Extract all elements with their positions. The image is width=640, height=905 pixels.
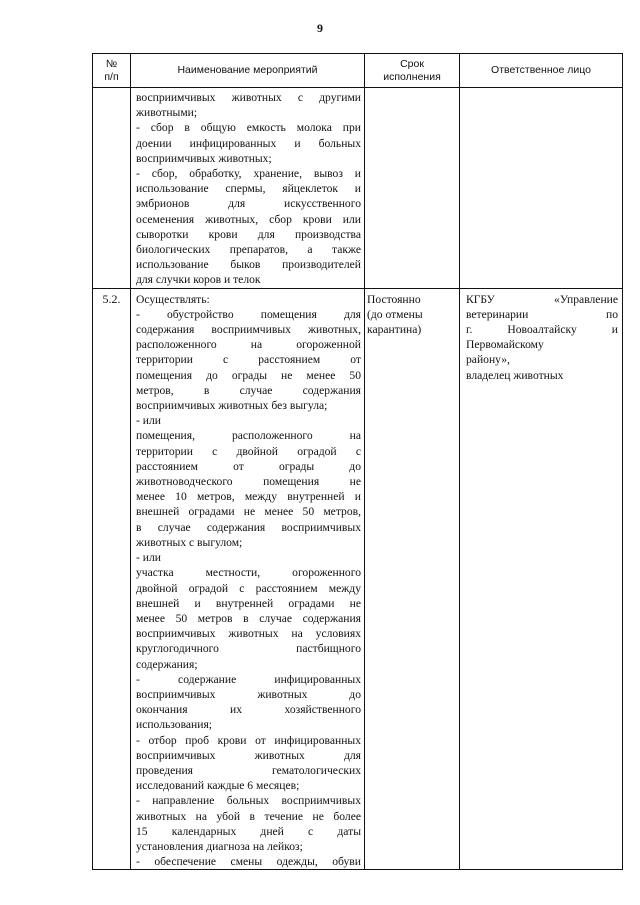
header-measure-name (131, 54, 365, 88)
measure-text-line: внешней и внутренней оградами не (136, 596, 361, 610)
header-responsible (460, 54, 623, 88)
continuation-text-line: использование быков производителей (136, 258, 361, 272)
continuation-text-line: эмбрионов для искусственного (136, 197, 361, 211)
header-term (365, 54, 460, 88)
measure-text-line: двойной оградой с расстоянием между (136, 581, 361, 595)
row-term-cell (365, 288, 460, 870)
continuation-text-line: восприимчивых животных; (136, 151, 272, 165)
continuation-measure-cell (131, 88, 365, 289)
measure-text-line: - обустройство помещения для (136, 307, 361, 321)
responsible-text-line: КГБУ «Управление (466, 292, 618, 306)
continuation-text-line: - сбор, обработку, хранение, вывоз и (136, 167, 361, 181)
measure-text-line: восприимчивых животных без выгула; (136, 399, 328, 413)
measure-text-line: восприимчивых животных до (136, 687, 361, 701)
measure-text-line: восприимчивых животных на условиях (136, 627, 361, 641)
measure-text-line: круглогодичного пастбищного (136, 642, 361, 656)
responsible-text-line: владелец животных (466, 368, 564, 382)
responsible-text-line: району», (466, 353, 510, 367)
measure-text-line: - направление больных восприимчивых (136, 794, 361, 808)
measure-text-line: животных на убой в течение не более (136, 809, 361, 823)
measure-text-line: - или (136, 414, 161, 428)
header-responsible-label: Ответственное лицо (491, 64, 591, 76)
measure-text-line: установления диагноза на лейкоз; (136, 839, 303, 853)
measure-text-line: расположенного на огороженной (136, 338, 361, 352)
continuation-text-line: для случки коров и телок (136, 273, 261, 287)
continuation-text-line: сыворотки крови для производства (136, 227, 361, 241)
measure-text-line: окончания их хозяйственного (136, 703, 361, 717)
header-number-label: № п/п (104, 57, 119, 83)
measure-text-line: содержания восприимчивых животных, (136, 323, 361, 337)
table-header-row (93, 54, 623, 88)
responsible-text-line: ветеринарии по (466, 307, 618, 321)
continuation-term-cell (365, 88, 460, 289)
measure-text-line: помещения, расположенного на (136, 429, 361, 443)
measure-text-line: внешней оградами не менее 50 метров, (136, 505, 361, 519)
term-text-line: (до отмены (367, 307, 423, 321)
responsible-text-line: г. Новоалтайску и (466, 323, 618, 337)
continuation-text-line: использование спермы, яйцеклеток и (136, 182, 361, 196)
continuation-text-line: - сбор в общую емкость молока при (136, 121, 361, 135)
measure-text-line: животноводческого помещения не (136, 475, 361, 489)
measure-text-line: - или (136, 551, 161, 565)
measure-text-line: территории с расстоянием от (136, 353, 361, 367)
table-row-continuation (93, 88, 623, 289)
page-number: 9 (317, 21, 323, 35)
measure-text-line: - обеспечение смены одежды, обуви (136, 855, 361, 869)
measure-text-line: метров, в случае содержания (136, 383, 361, 397)
measure-text-line: восприимчивых животных для (136, 748, 361, 762)
measure-text-line: исследований каждые 6 месяцев; (136, 779, 300, 793)
measure-text-line: помещения до ограды не менее 50 (136, 368, 361, 382)
measure-text-line: расстоянием от ограды до (136, 459, 361, 473)
row-number-cell (93, 288, 131, 870)
continuation-text-line: доении инфицированных и больных (136, 136, 361, 150)
row-responsible-cell (460, 288, 623, 870)
responsible-text-line: Первомайскому (466, 338, 544, 352)
row-measure-cell (131, 288, 365, 870)
measure-text-line: Осуществлять: (136, 292, 210, 306)
measure-text-line: - содержание инфицированных (136, 672, 361, 686)
measure-text-line: - отбор проб крови от инфицированных (136, 733, 361, 747)
continuation-text-line: биологических препаратов, а также (136, 243, 361, 257)
measure-text-line: менее 50 метров в случае содержания (136, 611, 361, 625)
measure-text-line: участка местности, огороженного (136, 566, 361, 580)
measure-text-line: 15 календарных дней с даты (136, 824, 361, 838)
measures-table (92, 53, 623, 870)
table-row-5-2 (93, 288, 623, 870)
measure-text-line: менее 10 метров, между внутренней и (136, 490, 361, 504)
continuation-text-line: животными; (136, 106, 198, 120)
measure-text-line: территории с двойной оградой с (136, 444, 361, 458)
measure-text-line: проведения гематологических (136, 763, 361, 777)
header-term-label: Срок исполнения (383, 57, 441, 83)
continuation-text-line: восприимчивых животных с другими (136, 91, 361, 104)
continuation-text-line: осеменения животных, сбор крови или (136, 212, 361, 226)
continuation-responsible-cell (460, 88, 623, 289)
header-number (93, 54, 131, 88)
measure-text-line: содержания; (136, 657, 198, 671)
term-text-line: Постоянно (367, 292, 421, 306)
measure-text-line: в случае содержания восприимчивых (136, 520, 361, 534)
measure-text-line: использования; (136, 718, 213, 732)
continuation-number-cell (93, 88, 131, 289)
measure-text-line: животных с выгулом; (136, 535, 243, 549)
row-number: 5.2. (102, 291, 121, 306)
term-text-line: карантина) (367, 323, 422, 337)
header-measure-name-label: Наименование мероприятий (177, 64, 318, 76)
